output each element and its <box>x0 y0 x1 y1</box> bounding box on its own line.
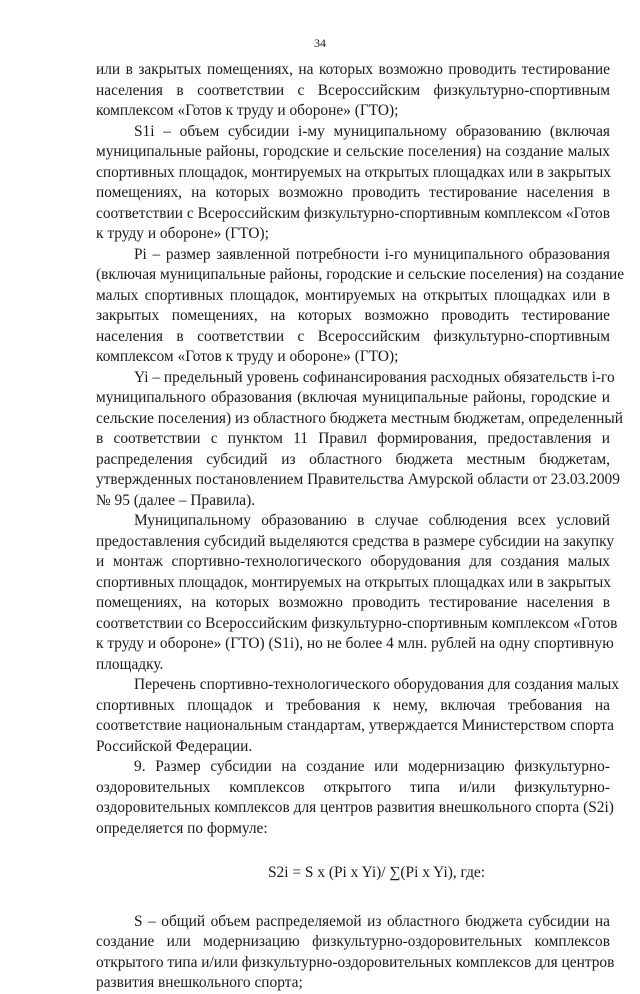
text-line: спортивных площадок, монтируемых на открытых площадках или в закрытых <box>96 163 611 181</box>
text-line: оздоровительных комплексов для центров развития внешкольного спорта (S2i) <box>96 799 614 816</box>
text-line: Перечень спортивно-технологического оборудования для создания малых <box>134 676 620 693</box>
text-line: муниципальные районы, городские и сельские поселения) на создание малых <box>96 143 610 160</box>
text-line: закрытых помещениях, на которых возможно проводить тестирование <box>96 307 610 324</box>
text-line: S – общий объем распределяемой из областного бюджета субсидии на <box>134 912 610 930</box>
para-s-definition <box>96 912 615 994</box>
text-line: развития внешкольного спорта; <box>96 974 303 991</box>
text-line: создание или модернизацию физкультурно-оздоровительных комплексов <box>96 933 610 950</box>
para-item-9 <box>96 757 614 839</box>
para-municipality-funds <box>96 511 618 675</box>
text-line: площадку. <box>96 655 164 673</box>
text-line: соответствии со Всероссийским физкультурно-спортивным комплексом «Готов <box>96 614 618 632</box>
text-line: распределения субсидий из областного бюджета местным бюджетам, <box>96 450 610 468</box>
text-line: малых спортивных площадок, монтируемых на открытых площадках или в <box>96 286 610 304</box>
text-line: помещениях, на которых возможно проводить тестирование населения в <box>96 184 610 201</box>
text-line: Российской Федерации. <box>96 737 253 755</box>
paragraphs-before-formula <box>96 60 625 839</box>
text-line: к труду и обороне» (ГТО); <box>96 225 269 242</box>
para-pi-definition <box>96 245 625 368</box>
text-line: Муниципальному образованию в случае соблюдения всех условий <box>134 512 610 529</box>
para-s1i-definition <box>96 122 610 245</box>
text-line: № 95 (далее – Правила). <box>96 491 256 509</box>
text-line: определяется по формуле: <box>96 819 268 837</box>
text-line: 9. Размер субсидии на создание или модернизацию физкультурно- <box>134 758 610 775</box>
text-line: соответствии с Всероссийским физкультурно-спортивным комплексом «Готов <box>96 204 610 222</box>
text-line: Pi – размер заявленной потребности i-го муниципального образования <box>134 245 610 263</box>
text-line: или в закрытых помещениях, на которых возможно проводить тестирование <box>96 61 610 78</box>
text-line: комплексом «Готов к труду и обороне» (ГТО); <box>96 102 399 119</box>
para-continuation-gto <box>96 60 610 122</box>
formula-s2i: S2i = S x (Pi x Yi)/ ∑(Pi x Yi), где: <box>268 864 486 881</box>
text-line: к труду и обороне» (ГТО) (S1i), но не более 4 млн. рублей на одну спортивную <box>96 635 614 652</box>
text-line: населения в соответствии с Всероссийским физкультурно-спортивным <box>96 81 610 99</box>
document-body <box>96 60 625 994</box>
text-line: муниципального образования (включая муниципальные районы, городские и <box>96 389 610 406</box>
para-yi-definition <box>96 368 623 512</box>
page-number: 34 <box>314 36 326 50</box>
text-line: оздоровительных комплексов открытого типа и/или физкультурно- <box>96 778 610 796</box>
text-line: открытого типа и/или физкультурно-оздоровительных комплексов для центров <box>96 953 615 971</box>
text-line: Yi – предельный уровень софинансирования расходных обязательств i-го <box>134 368 615 386</box>
text-line: помещениях, на которых возможно проводить тестирование населения в <box>96 594 610 611</box>
text-line: предоставления субсидий выделяются средства в размере субсидии на закупку <box>96 532 615 550</box>
paragraphs-after-formula <box>96 912 615 994</box>
text-line: населения в соответствии с Всероссийским физкультурно-спортивным <box>96 327 610 345</box>
para-equipment-list <box>96 675 620 757</box>
text-line: сельские поселения) из областного бюджета местным бюджетам, определенный <box>96 409 623 427</box>
text-line: в соответствии с пунктом 11 Правил формирования, предоставления и <box>96 430 610 447</box>
text-line: S1i – объем субсидии i-му муниципальному образованию (включая <box>134 122 610 140</box>
text-line: спортивных площадок, монтируемых на открытых площадках или в закрытых <box>96 573 611 591</box>
text-line: и монтаж спортивно-технологического оборудования для создания малых <box>96 553 610 570</box>
text-line: комплексом «Готов к труду и обороне» (ГТО); <box>96 348 399 365</box>
text-line: (включая муниципальные районы, городские и сельские поселения) на создание <box>96 266 625 283</box>
text-line: спортивных площадок и требования к нему, включая требования на <box>96 696 610 714</box>
text-line: утвержденных постановлением Правительства Амурской области от 23.03.2009 <box>96 471 620 488</box>
text-line: соответствие национальным стандартам, утверждается Министерством спорта <box>96 717 614 734</box>
